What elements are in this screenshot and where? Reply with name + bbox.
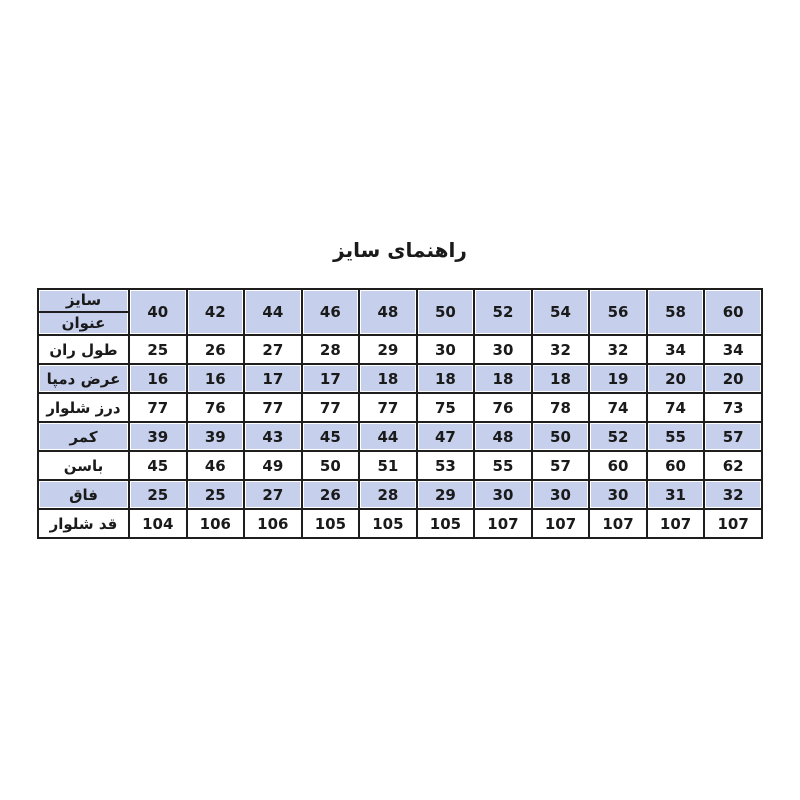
size-value-cell: 25	[187, 480, 245, 509]
table-header	[38, 289, 762, 335]
size-value-cell: 74	[647, 393, 705, 422]
page-title: راهنمای سایز	[333, 238, 467, 262]
size-column-header: 40	[129, 289, 187, 335]
size-value-cell: 34	[647, 335, 705, 364]
size-value-cell: 107	[704, 509, 762, 538]
size-value-cell: 45	[302, 422, 360, 451]
row-label: عرض دمپا	[38, 364, 129, 393]
size-value-cell: 105	[417, 509, 475, 538]
header-row	[38, 289, 762, 335]
size-value-cell: 73	[704, 393, 762, 422]
size-value-cell: 44	[359, 422, 417, 451]
size-value-cell: 30	[474, 480, 532, 509]
table-row	[38, 393, 762, 422]
corner-cell	[38, 289, 129, 335]
size-value-cell: 34	[704, 335, 762, 364]
size-value-cell: 57	[532, 451, 590, 480]
size-value-cell: 25	[129, 480, 187, 509]
size-value-cell: 107	[532, 509, 590, 538]
size-table	[37, 288, 763, 539]
size-value-cell: 51	[359, 451, 417, 480]
size-value-cell: 60	[647, 451, 705, 480]
row-label: باسن	[38, 451, 129, 480]
size-value-cell: 18	[532, 364, 590, 393]
table-row	[38, 509, 762, 538]
size-value-cell: 30	[474, 335, 532, 364]
size-value-cell: 107	[647, 509, 705, 538]
size-value-cell: 60	[589, 451, 647, 480]
size-value-cell: 17	[302, 364, 360, 393]
size-column-header: 60	[704, 289, 762, 335]
size-value-cell: 39	[129, 422, 187, 451]
size-value-cell: 18	[417, 364, 475, 393]
row-label: فاق	[38, 480, 129, 509]
size-value-cell: 43	[244, 422, 302, 451]
size-column-header: 50	[417, 289, 475, 335]
size-value-cell: 39	[187, 422, 245, 451]
size-value-cell: 50	[302, 451, 360, 480]
size-value-cell: 20	[647, 364, 705, 393]
size-value-cell: 29	[359, 335, 417, 364]
size-value-cell: 76	[187, 393, 245, 422]
size-value-cell: 77	[244, 393, 302, 422]
size-value-cell: 18	[359, 364, 417, 393]
row-label: کمر	[38, 422, 129, 451]
size-value-cell: 32	[589, 335, 647, 364]
size-value-cell: 29	[417, 480, 475, 509]
size-column-header: 44	[244, 289, 302, 335]
size-value-cell: 105	[359, 509, 417, 538]
size-value-cell: 55	[474, 451, 532, 480]
size-value-cell: 55	[647, 422, 705, 451]
row-label: قد شلوار	[38, 509, 129, 538]
size-value-cell: 62	[704, 451, 762, 480]
size-column-header: 42	[187, 289, 245, 335]
table-body	[38, 335, 762, 538]
size-column-header: 48	[359, 289, 417, 335]
size-value-cell: 31	[647, 480, 705, 509]
table-row	[38, 480, 762, 509]
size-value-cell: 49	[244, 451, 302, 480]
size-column-header: 58	[647, 289, 705, 335]
size-value-cell: 25	[129, 335, 187, 364]
size-column-header: 46	[302, 289, 360, 335]
table-row	[38, 451, 762, 480]
size-value-cell: 107	[589, 509, 647, 538]
size-value-cell: 77	[359, 393, 417, 422]
table-row	[38, 335, 762, 364]
size-value-cell: 32	[704, 480, 762, 509]
size-value-cell: 27	[244, 480, 302, 509]
size-value-cell: 78	[532, 393, 590, 422]
size-value-cell: 76	[474, 393, 532, 422]
size-value-cell: 27	[244, 335, 302, 364]
size-value-cell: 45	[129, 451, 187, 480]
size-value-cell: 77	[129, 393, 187, 422]
size-value-cell: 48	[474, 422, 532, 451]
size-value-cell: 57	[704, 422, 762, 451]
size-value-cell: 107	[474, 509, 532, 538]
size-value-cell: 53	[417, 451, 475, 480]
size-value-cell: 30	[589, 480, 647, 509]
size-value-cell: 30	[532, 480, 590, 509]
size-value-cell: 16	[129, 364, 187, 393]
size-column-header: 52	[474, 289, 532, 335]
size-value-cell: 75	[417, 393, 475, 422]
size-value-cell: 50	[532, 422, 590, 451]
table-row	[38, 364, 762, 393]
size-value-cell: 26	[187, 335, 245, 364]
size-value-cell: 77	[302, 393, 360, 422]
size-value-cell: 46	[187, 451, 245, 480]
size-value-cell: 47	[417, 422, 475, 451]
table-row	[38, 422, 762, 451]
size-value-cell: 106	[244, 509, 302, 538]
size-value-cell: 18	[474, 364, 532, 393]
row-label: درز شلوار	[38, 393, 129, 422]
size-column-header: 56	[589, 289, 647, 335]
size-value-cell: 17	[244, 364, 302, 393]
size-value-cell: 30	[417, 335, 475, 364]
size-value-cell: 19	[589, 364, 647, 393]
size-value-cell: 74	[589, 393, 647, 422]
size-value-cell: 52	[589, 422, 647, 451]
size-value-cell: 106	[187, 509, 245, 538]
size-value-cell: 20	[704, 364, 762, 393]
corner-size-label: سایز	[39, 290, 128, 313]
size-value-cell: 28	[302, 335, 360, 364]
size-value-cell: 26	[302, 480, 360, 509]
size-value-cell: 104	[129, 509, 187, 538]
size-value-cell: 28	[359, 480, 417, 509]
size-value-cell: 32	[532, 335, 590, 364]
size-value-cell: 105	[302, 509, 360, 538]
corner-title-label: عنوان	[61, 314, 106, 332]
size-column-header: 54	[532, 289, 590, 335]
row-label: طول ران	[38, 335, 129, 364]
size-value-cell: 16	[187, 364, 245, 393]
